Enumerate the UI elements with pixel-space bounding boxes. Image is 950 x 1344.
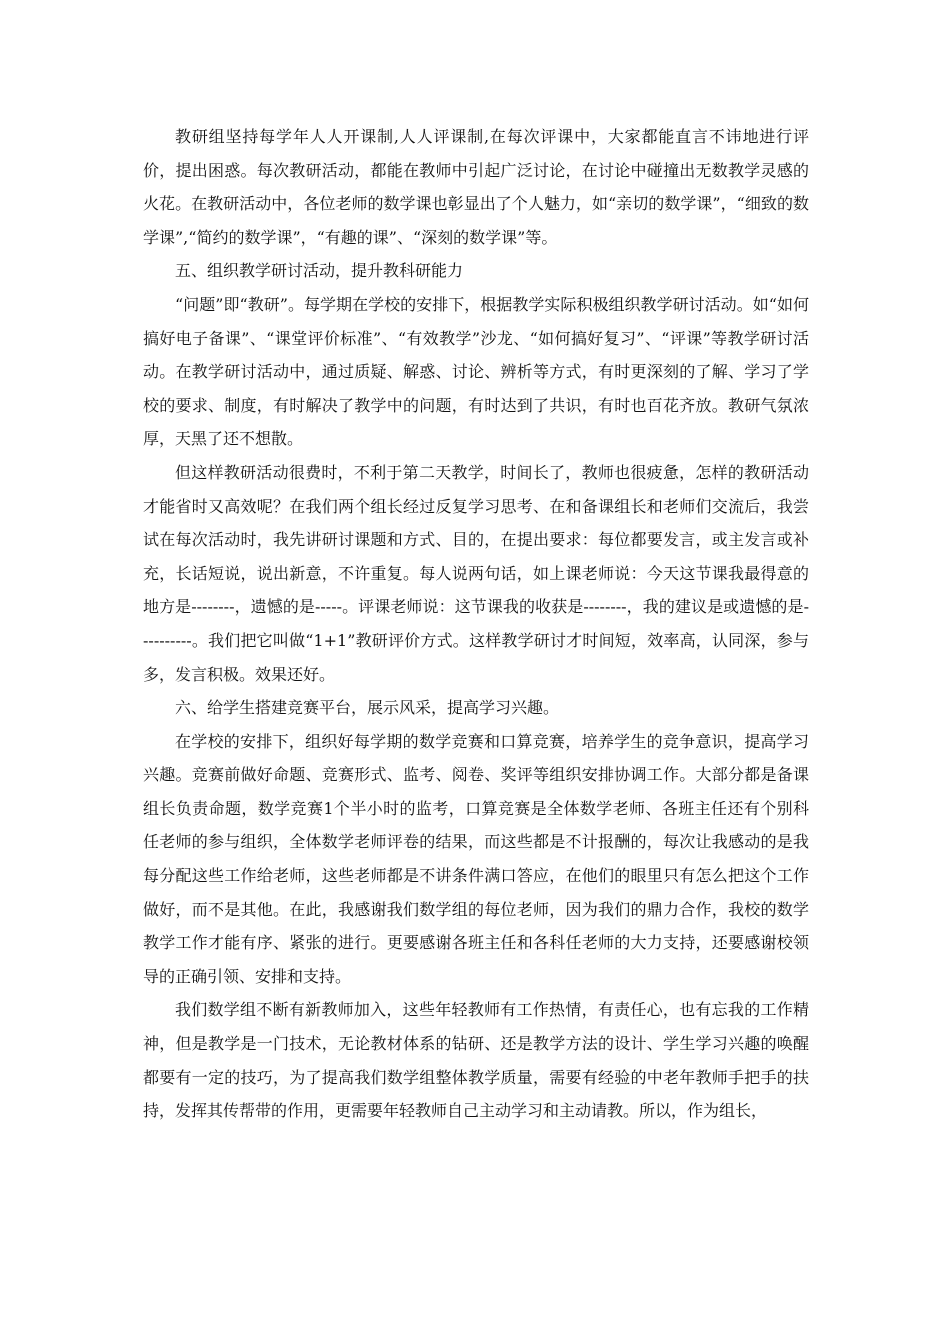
section-heading-five: 五、组织教学研讨活动，提升教科研能力 — [175, 261, 464, 281]
paragraph-new-teachers: 我们数学组不断有新教师加入，这些年轻教师有工作热情，有责任心，也有忘我的工作精神，但是教学是一门技术，无论教材体系的钻研、还是教学方法的设计、学生学习兴趣的唤醒都要有一定的技巧，为了提高我们数学组整体教学质量，需要有经验的中老年教师手把手的扶持，发挥其传帮带的作用，更需要年轻教师自己主动学习和主动请教。所以，作为组长， — [143, 1000, 809, 1121]
section-heading-six: 六、给学生搭建竞赛平台，展示风采，提高学习兴趣。 — [175, 698, 560, 718]
paragraph-peer-review: 教研组坚持每学年人人开课制,人人评课制,在每次评课中，大家都能直言不讳地进行评价，提出困惑。每次教研活动，都能在教师中引起广泛讨论，在讨论中碰撞出无数教学灵感的火花。在教研活动中，各位老师的数学课也彰显出了个人魅力，如“亲切的数学课”，“细致的数学课”,“简约的数学课”，“有趣的课”、“深刻的数学课”等。 — [143, 127, 809, 247]
paragraph-efficiency: 但这样教研活动很费时，不利于第二天教学，时间长了，教师也很疲惫，怎样的教研活动才能省时又高效呢？在我们两个组长经过反复学习思考、在和备课组长和老师们交流后，我尝试在每次活动时，我先讲研讨课题和方式、目的，在提出要求：每位都要发言，或主发言或补充，长话短说，说出新意，不许重复。每人说两句话，如上课老师说：今天这节课我最得意的地方是--------，遗憾的是-----。评课老师说：这节课我的收获是--------，我的建议是或遗憾的是----------。我们把它叫做“1+1”教研评价方式。这样教学研讨才时间短，效率高，认同深，参与多，发言积极。效果还好。 — [143, 462, 809, 684]
document-body — [143, 120, 809, 1128]
paragraph-research-activities: “问题”即“教研”。每学期在学校的安排下，根据教学实际积极组织教学研讨活动。如“如何搞好电子备课”、“课堂评价标准”、“有效教学”沙龙、“如何搞好复习”、“评课”等教学研讨活动。在教学研讨活动中，通过质疑、解惑、讨论、辨析等方式，有时更深刻的了解、学习了学校的要求、制度，有时解决了教学中的问题，有时达到了共识，有时也百花齐放。教研气氛浓厚，天黑了还不想散。 — [143, 294, 809, 449]
paragraph-competitions: 在学校的安排下，组织好每学期的数学竞赛和口算竞赛，培养学生的竞争意识，提高学习兴趣。竞赛前做好命题、竞赛形式、监考、阅卷、奖评等组织安排协调工作。大部分都是备课组长负责命题，数学竞赛1个半小时的监考，口算竞赛是全体数学老师、各班主任还有个别科任老师的参与组织，全体数学老师评卷的结果，而这些都是不计报酬的，每次让我感动的是我每分配这些工作给老师，这些老师都是不讲条件满口答应，在他们的眼里只有怎么把这个工作做好，而不是其他。在此，我感谢我们数学组的每位老师，因为我们的鼎力合作，我校的数学教学工作才能有序、紧张的进行。更要感谢各班主任和各科任老师的大力支持，还要感谢校领导的正确引领、安排和支持。 — [143, 731, 809, 986]
